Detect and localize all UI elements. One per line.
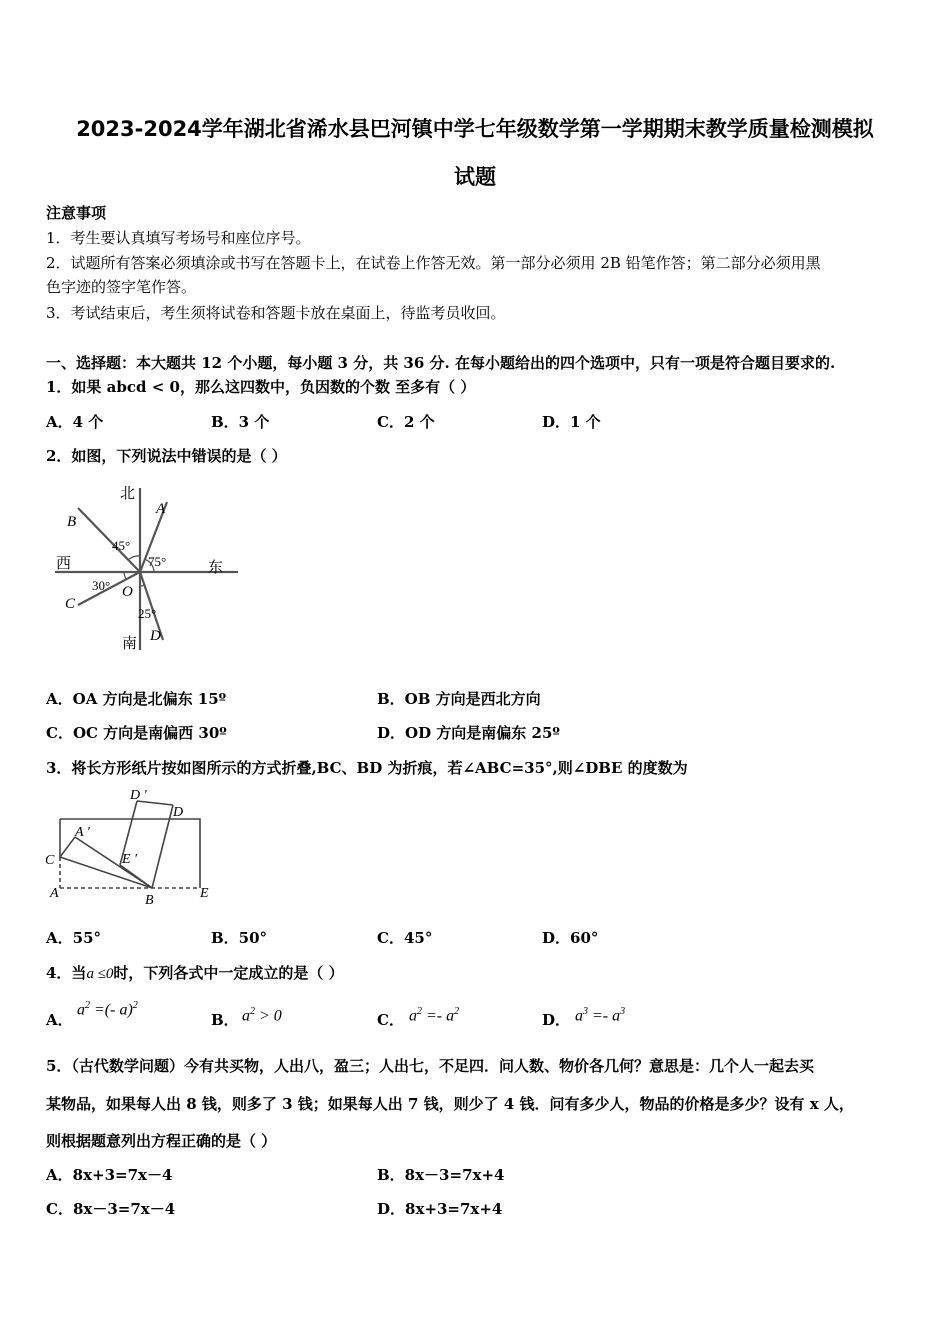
label-south: 南 [122,636,138,652]
q4-stem-post: 时，下列各式中一定成立的是（ ） [113,964,344,982]
q5-option-b: B．8x－3=7x+4 [377,1166,505,1184]
label-d: D [150,628,161,644]
q2-option-b: B．OB 方向是西北方向 [377,690,541,708]
q3-option-b: B．50° [211,929,268,947]
label-c: C [45,853,55,868]
q3-option-a: A．55° [46,929,102,947]
notes-item-3: 3．考试结束后，考生须将试卷和答题卡放在桌面上，待监考员收回。 [46,304,506,322]
q5-option-c: C．8x－3=7x－4 [46,1200,176,1218]
q5-line-2: 某物品，如果每人出 8 钱，则多了 3 钱；如果每人出 7 钱，则少了 4 钱．问有多少人，物品的价格是多少？设有 x 人， [46,1095,854,1113]
q4-option-d-label: D． [542,1011,571,1029]
angle-label-75: 75° [148,554,167,569]
q5-option-d: D．8x+3=7x+4 [377,1200,503,1218]
q1-option-c: C．2 个 [377,413,435,431]
q5-line-3: 则根据题意列出方程正确的是（ ） [46,1132,277,1150]
label-e: E [200,886,209,901]
q4-option-a-label: A． [46,1011,73,1029]
label-d: D [173,805,184,820]
notes-heading: 注意事项 [46,204,107,222]
q4-option-b-label: B． [211,1011,239,1029]
label-d-prime: D ′ [130,788,147,803]
section-heading: 一、选择题：本大题共 12 个小题，每小题 3 分，共 36 分. 在每小题给出的四个选项中，只有一项是符合题目要求的. [46,354,836,372]
label-o: O [122,584,133,600]
q3-fold-figure [40,785,225,910]
ray-ob [78,508,140,572]
q1-option-d: D．1 个 [542,413,601,431]
notes-item-2a: 2．试题所有答案必须填涂或书写在答题卡上，在试卷上作答无效。第一部分必须用 2B 铅笔作答；第二部分必须用黑 [46,254,821,272]
notes-item-2b: 色字迹的签字笔作答。 [46,278,197,296]
q3-stem: 3．将长方形纸片按如图所示的方式折叠,BC、BD 为折痕，若∠ABC=35°,则∠DBE 的度数为 [46,759,688,777]
q1-option-a: A．4 个 [46,413,104,431]
q4-option-c-label: C． [377,1011,404,1029]
q1-stem: 1．如果 abcd < 0，那么这四数中，负因数的个数 至多有（ ） [46,378,476,396]
q4-stem [46,962,344,983]
q5-line-1: 5．（古代数学问题）今有共买物，人出八，盈三；人出七，不足四．问人数、物价各几何？意思是：几个人一起去买 [46,1057,814,1075]
q4-option-c-formula: $a^2 =- a^2$ [409,1006,460,1025]
label-west: 西 [56,556,72,572]
crease-bc [60,857,152,888]
label-a: A [156,501,166,517]
q3-option-d: D．60° [542,929,599,947]
label-north: 北 [120,486,136,502]
q4-condition: a ≤0 [86,966,114,982]
q4-option-a-formula: $a^2$ =(- a)$^2$ [77,1000,138,1019]
label-e-prime: E ′ [122,852,138,867]
q2-compass-figure [50,480,250,655]
label-c: C [65,596,76,612]
q4-option-d-formula: $a^3 =- a^3$ [575,1006,626,1025]
page-title-line2: 试题 [454,165,496,189]
angle-label-30: 30° [92,578,111,593]
label-b: B [67,514,77,530]
q5-option-a: A．8x+3=7x－4 [46,1166,173,1184]
label-east: 东 [208,560,224,576]
page-title: 2023-2024学年湖北省浠水县巴河镇中学七年级数学第一学期期末教学质量检测模拟 [76,117,874,141]
angle-label-45: 45° [112,538,131,553]
q4-stem-pre: 4．当 [46,964,87,982]
label-b: B [145,893,154,908]
angle-label-25: 25° [138,606,157,621]
q2-stem: 2．如图，下列说法中错误的是（ ） [46,447,287,465]
crease-bd [152,805,173,888]
q2-option-d: D．OD 方向是南偏东 25º [377,724,560,742]
q1-option-b: B．3 个 [211,413,270,431]
label-a: A [50,886,59,901]
q2-option-a: A．OA 方向是北偏东 15º [46,690,227,708]
q3-option-c: C．45° [377,929,433,947]
label-a-prime: A ′ [75,825,90,840]
notes-item-1: 1．考生要认真填写考场号和座位序号。 [46,229,311,247]
q4-option-b-formula: $a^2 > 0$ [242,1006,282,1025]
q2-option-c: C．OC 方向是南偏西 30º [46,724,227,742]
